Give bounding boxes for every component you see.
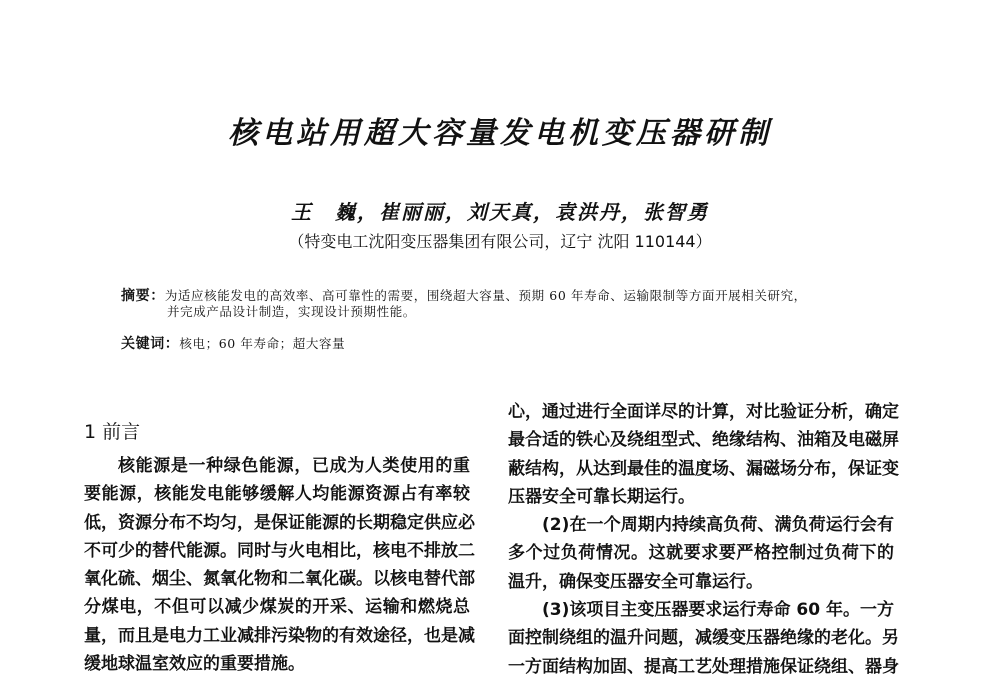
abstract-label: 摘要： [121, 288, 165, 304]
keywords [121, 336, 345, 352]
text-line: 核能源是一种绿色能源，已成为人类使用的重 [118, 456, 470, 476]
abstract-line-2: 并完成产品设计制造，实现设计预期性能。 [167, 304, 416, 319]
keywords-label: 关键词： [121, 336, 180, 352]
affiliation: （特变电工沈阳变压器集团有限公司，辽宁 沈阳 110144） [288, 232, 712, 251]
keywords-text: 核电；60 年寿命；超大容量 [179, 336, 346, 351]
text-line: 多个过负荷情况。这就要求要严格控制过负荷下的 [508, 543, 894, 564]
text-line: 温升，确保变压器安全可靠运行。 [508, 571, 763, 592]
text-line: 面控制绕组的温升问题，减缓变压器绝缘的老化。另 [508, 628, 899, 649]
text-line: 低，资源分布不均匀，是保证能源的长期稳定供应必 [84, 512, 475, 533]
paper-title: 核电站用超大容量发电机变压器研制 [228, 116, 772, 151]
text-line: 量，而且是电力工业减排污染物的有效途径，也是减 [84, 625, 475, 646]
abstract-line-1: 为适应核能发电的高效率、高可靠性的需要，围绕超大容量、预期 60 年寿命、运输限制等方面开展相关研究， [164, 288, 807, 303]
text-line: 要能源，核能发电能够缓解人均能源资源占有率较 [84, 484, 470, 505]
text-line: 一方面结构加固、提高工艺处理措施保证绕组、器身 [508, 656, 899, 677]
right-column [508, 398, 899, 681]
abstract [121, 288, 807, 320]
text-line: 最合适的铁心及绕组型式、绝缘结构、油箱及电磁屏 [508, 430, 899, 451]
text-line: (2)在一个周期内持续高负荷、满负荷运行会有 [542, 515, 894, 536]
text-line: (3)该项目主变压器要求运行寿命 60 年。一方 [542, 600, 894, 621]
text-line: 压器安全可靠长期运行。 [508, 486, 695, 507]
text-line: 不可少的替代能源。同时与火电相比，核电不排放二 [84, 540, 475, 561]
text-line: 分煤电，不但可以减少煤炭的开采、运输和燃烧总 [84, 597, 470, 618]
text-line: 蔽结构，从达到最佳的温度场、漏磁场分布，保证变 [508, 458, 899, 479]
text-line: 缓地球温室效应的重要措施。 [84, 654, 305, 675]
text-line: 氧化硫、烟尘、氮氧化物和二氧化碳。以核电替代部 [84, 569, 475, 590]
section-heading: 1 前言 [84, 421, 141, 443]
text-line: 心，通过进行全面详尽的计算，对比验证分析，确定 [508, 402, 899, 422]
left-column [84, 412, 475, 678]
authors: 王 巍，崔丽丽，刘天真，袁洪丹，张智勇 [291, 200, 709, 224]
